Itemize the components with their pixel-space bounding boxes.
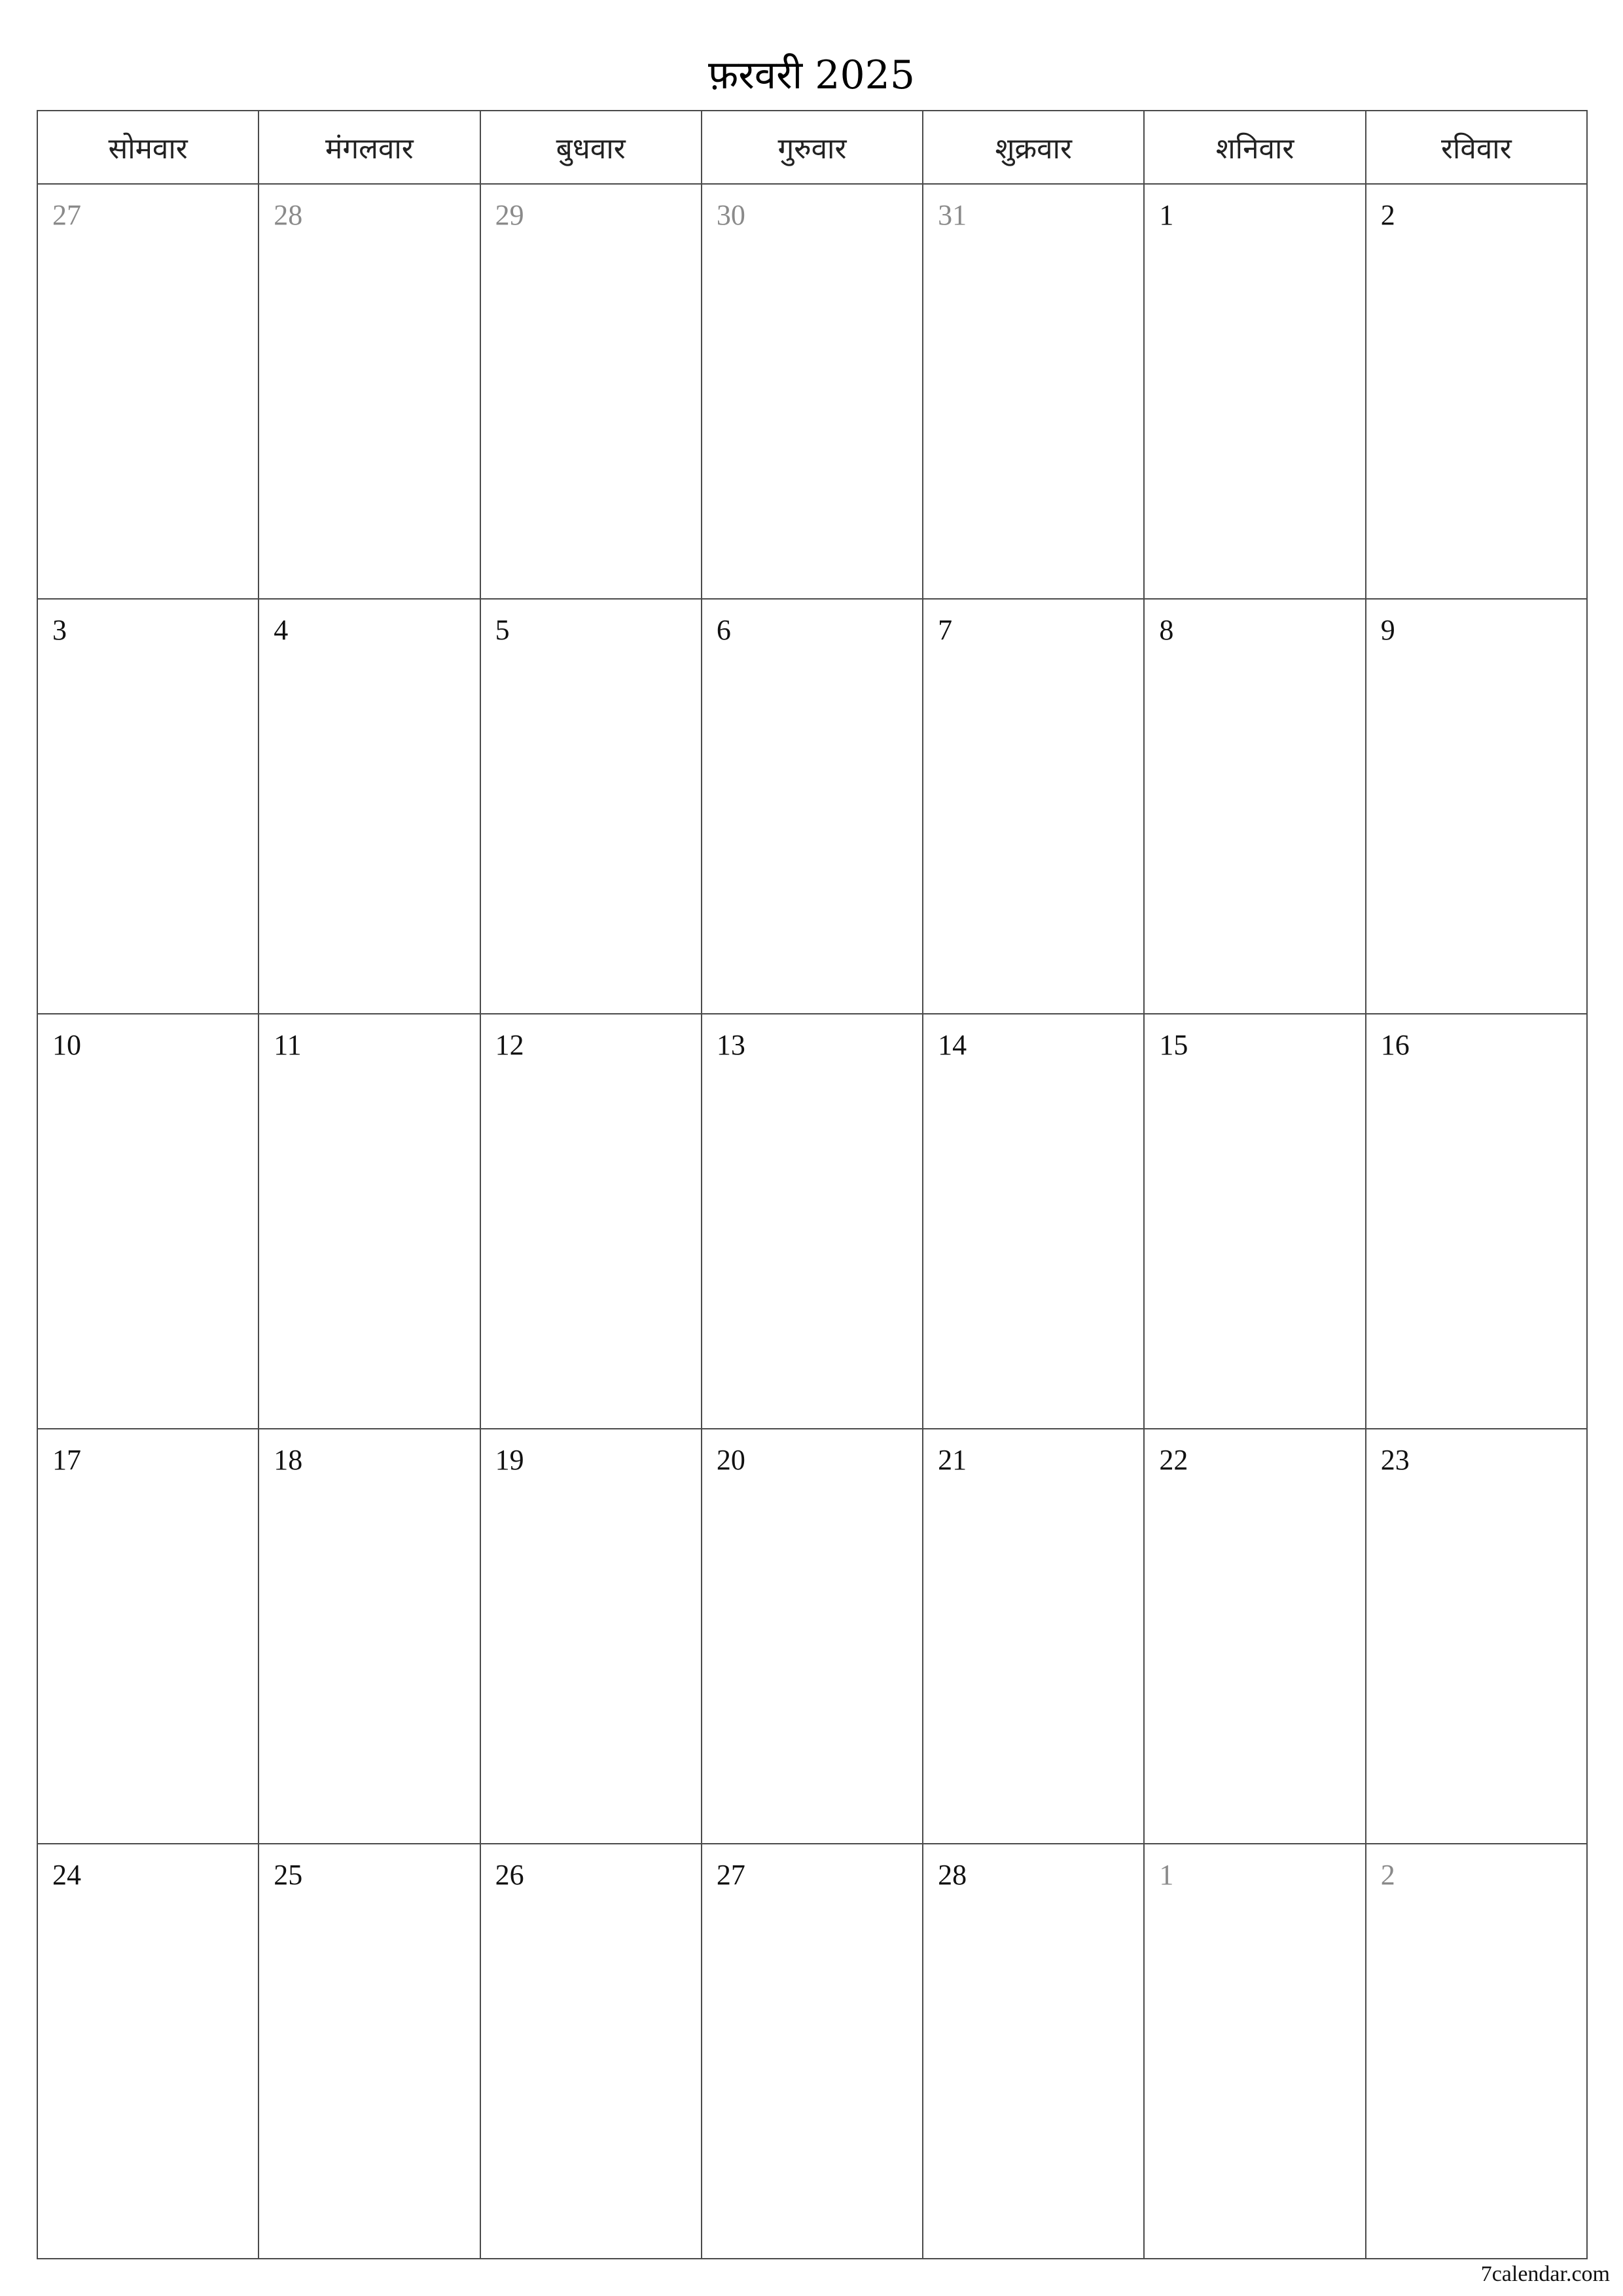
- day-cell: [1144, 1429, 1365, 1844]
- day-cell: [480, 1014, 702, 1429]
- day-cell: [37, 1844, 259, 2259]
- day-number: 4: [274, 614, 289, 646]
- day-cell: [480, 184, 702, 599]
- day-number: 25: [274, 1859, 303, 1891]
- weekday-header: गुरुवार: [702, 111, 923, 184]
- day-number: 3: [52, 614, 67, 646]
- weekday-header: बुधवार: [480, 111, 702, 184]
- day-cell: [1366, 1014, 1587, 1429]
- day-cell: [480, 1844, 702, 2259]
- day-number: 26: [495, 1859, 524, 1891]
- week-row: [37, 1429, 1587, 1844]
- day-cell: [1366, 1429, 1587, 1844]
- day-cell: [37, 1429, 259, 1844]
- day-cell: [923, 1844, 1144, 2259]
- day-cell: [37, 1014, 259, 1429]
- week-row: [37, 1844, 1587, 2259]
- day-cell: [37, 184, 259, 599]
- day-cell: [702, 184, 923, 599]
- weekday-header: मंगलवार: [259, 111, 480, 184]
- day-number: 21: [938, 1444, 967, 1476]
- day-number: 5: [495, 614, 510, 646]
- day-cell: [923, 1014, 1144, 1429]
- weekday-header: सोमवार: [37, 111, 259, 184]
- day-cell: [923, 599, 1144, 1014]
- day-cell: [702, 1429, 923, 1844]
- day-cell: [1144, 1844, 1365, 2259]
- day-number: 15: [1159, 1029, 1188, 1061]
- day-number: 23: [1380, 1444, 1410, 1476]
- day-cell: [259, 1429, 480, 1844]
- day-number: 11: [274, 1029, 302, 1061]
- day-cell: [1144, 599, 1365, 1014]
- day-number: 9: [1380, 614, 1395, 646]
- day-number: 28: [274, 199, 303, 231]
- day-number: 1: [1159, 1859, 1174, 1891]
- week-row: [37, 184, 1587, 599]
- day-cell: [702, 1014, 923, 1429]
- day-number: 12: [495, 1029, 524, 1061]
- weekday-header: रविवार: [1366, 111, 1587, 184]
- day-number: 1: [1159, 199, 1174, 231]
- week-row: [37, 1014, 1587, 1429]
- day-cell: [259, 1844, 480, 2259]
- day-number: 17: [52, 1444, 81, 1476]
- day-cell: [37, 599, 259, 1014]
- day-number: 13: [716, 1029, 745, 1061]
- day-number: 29: [495, 199, 524, 231]
- day-cell: [1144, 184, 1365, 599]
- day-number: 2: [1380, 1859, 1395, 1891]
- day-number: 30: [716, 199, 745, 231]
- week-row: [37, 599, 1587, 1014]
- day-number: 2: [1380, 199, 1395, 231]
- day-number: 28: [938, 1859, 967, 1891]
- day-number: 19: [495, 1444, 524, 1476]
- day-cell: [259, 599, 480, 1014]
- day-number: 27: [52, 199, 81, 231]
- day-cell: [1366, 184, 1587, 599]
- day-cell: [480, 599, 702, 1014]
- day-number: 24: [52, 1859, 81, 1891]
- day-number: 27: [716, 1859, 745, 1891]
- day-cell: [259, 1014, 480, 1429]
- day-number: 18: [274, 1444, 303, 1476]
- day-cell: [1366, 599, 1587, 1014]
- footer-credit: 7calendar.com: [1480, 2262, 1610, 2286]
- day-number: 7: [938, 614, 953, 646]
- calendar-body: [37, 184, 1587, 2259]
- day-cell: [923, 1429, 1144, 1844]
- day-cell: [702, 599, 923, 1014]
- day-number: 10: [52, 1029, 81, 1061]
- day-number: 8: [1159, 614, 1174, 646]
- day-number: 14: [938, 1029, 967, 1061]
- day-number: 16: [1380, 1029, 1410, 1061]
- day-cell: [259, 184, 480, 599]
- calendar-title: फ़रवरी 2025: [707, 52, 915, 98]
- day-number: 20: [716, 1444, 745, 1476]
- day-cell: [1366, 1844, 1587, 2259]
- weekday-header: शुक्रवार: [923, 111, 1144, 184]
- weekday-header: शनिवार: [1144, 111, 1365, 184]
- weekday-header-row: [37, 111, 1587, 184]
- day-number: 31: [938, 199, 967, 231]
- day-cell: [480, 1429, 702, 1844]
- day-number: 6: [716, 614, 731, 646]
- day-cell: [1144, 1014, 1365, 1429]
- day-cell: [702, 1844, 923, 2259]
- day-cell: [923, 184, 1144, 599]
- day-number: 22: [1159, 1444, 1188, 1476]
- month-calendar-grid: [37, 110, 1588, 2259]
